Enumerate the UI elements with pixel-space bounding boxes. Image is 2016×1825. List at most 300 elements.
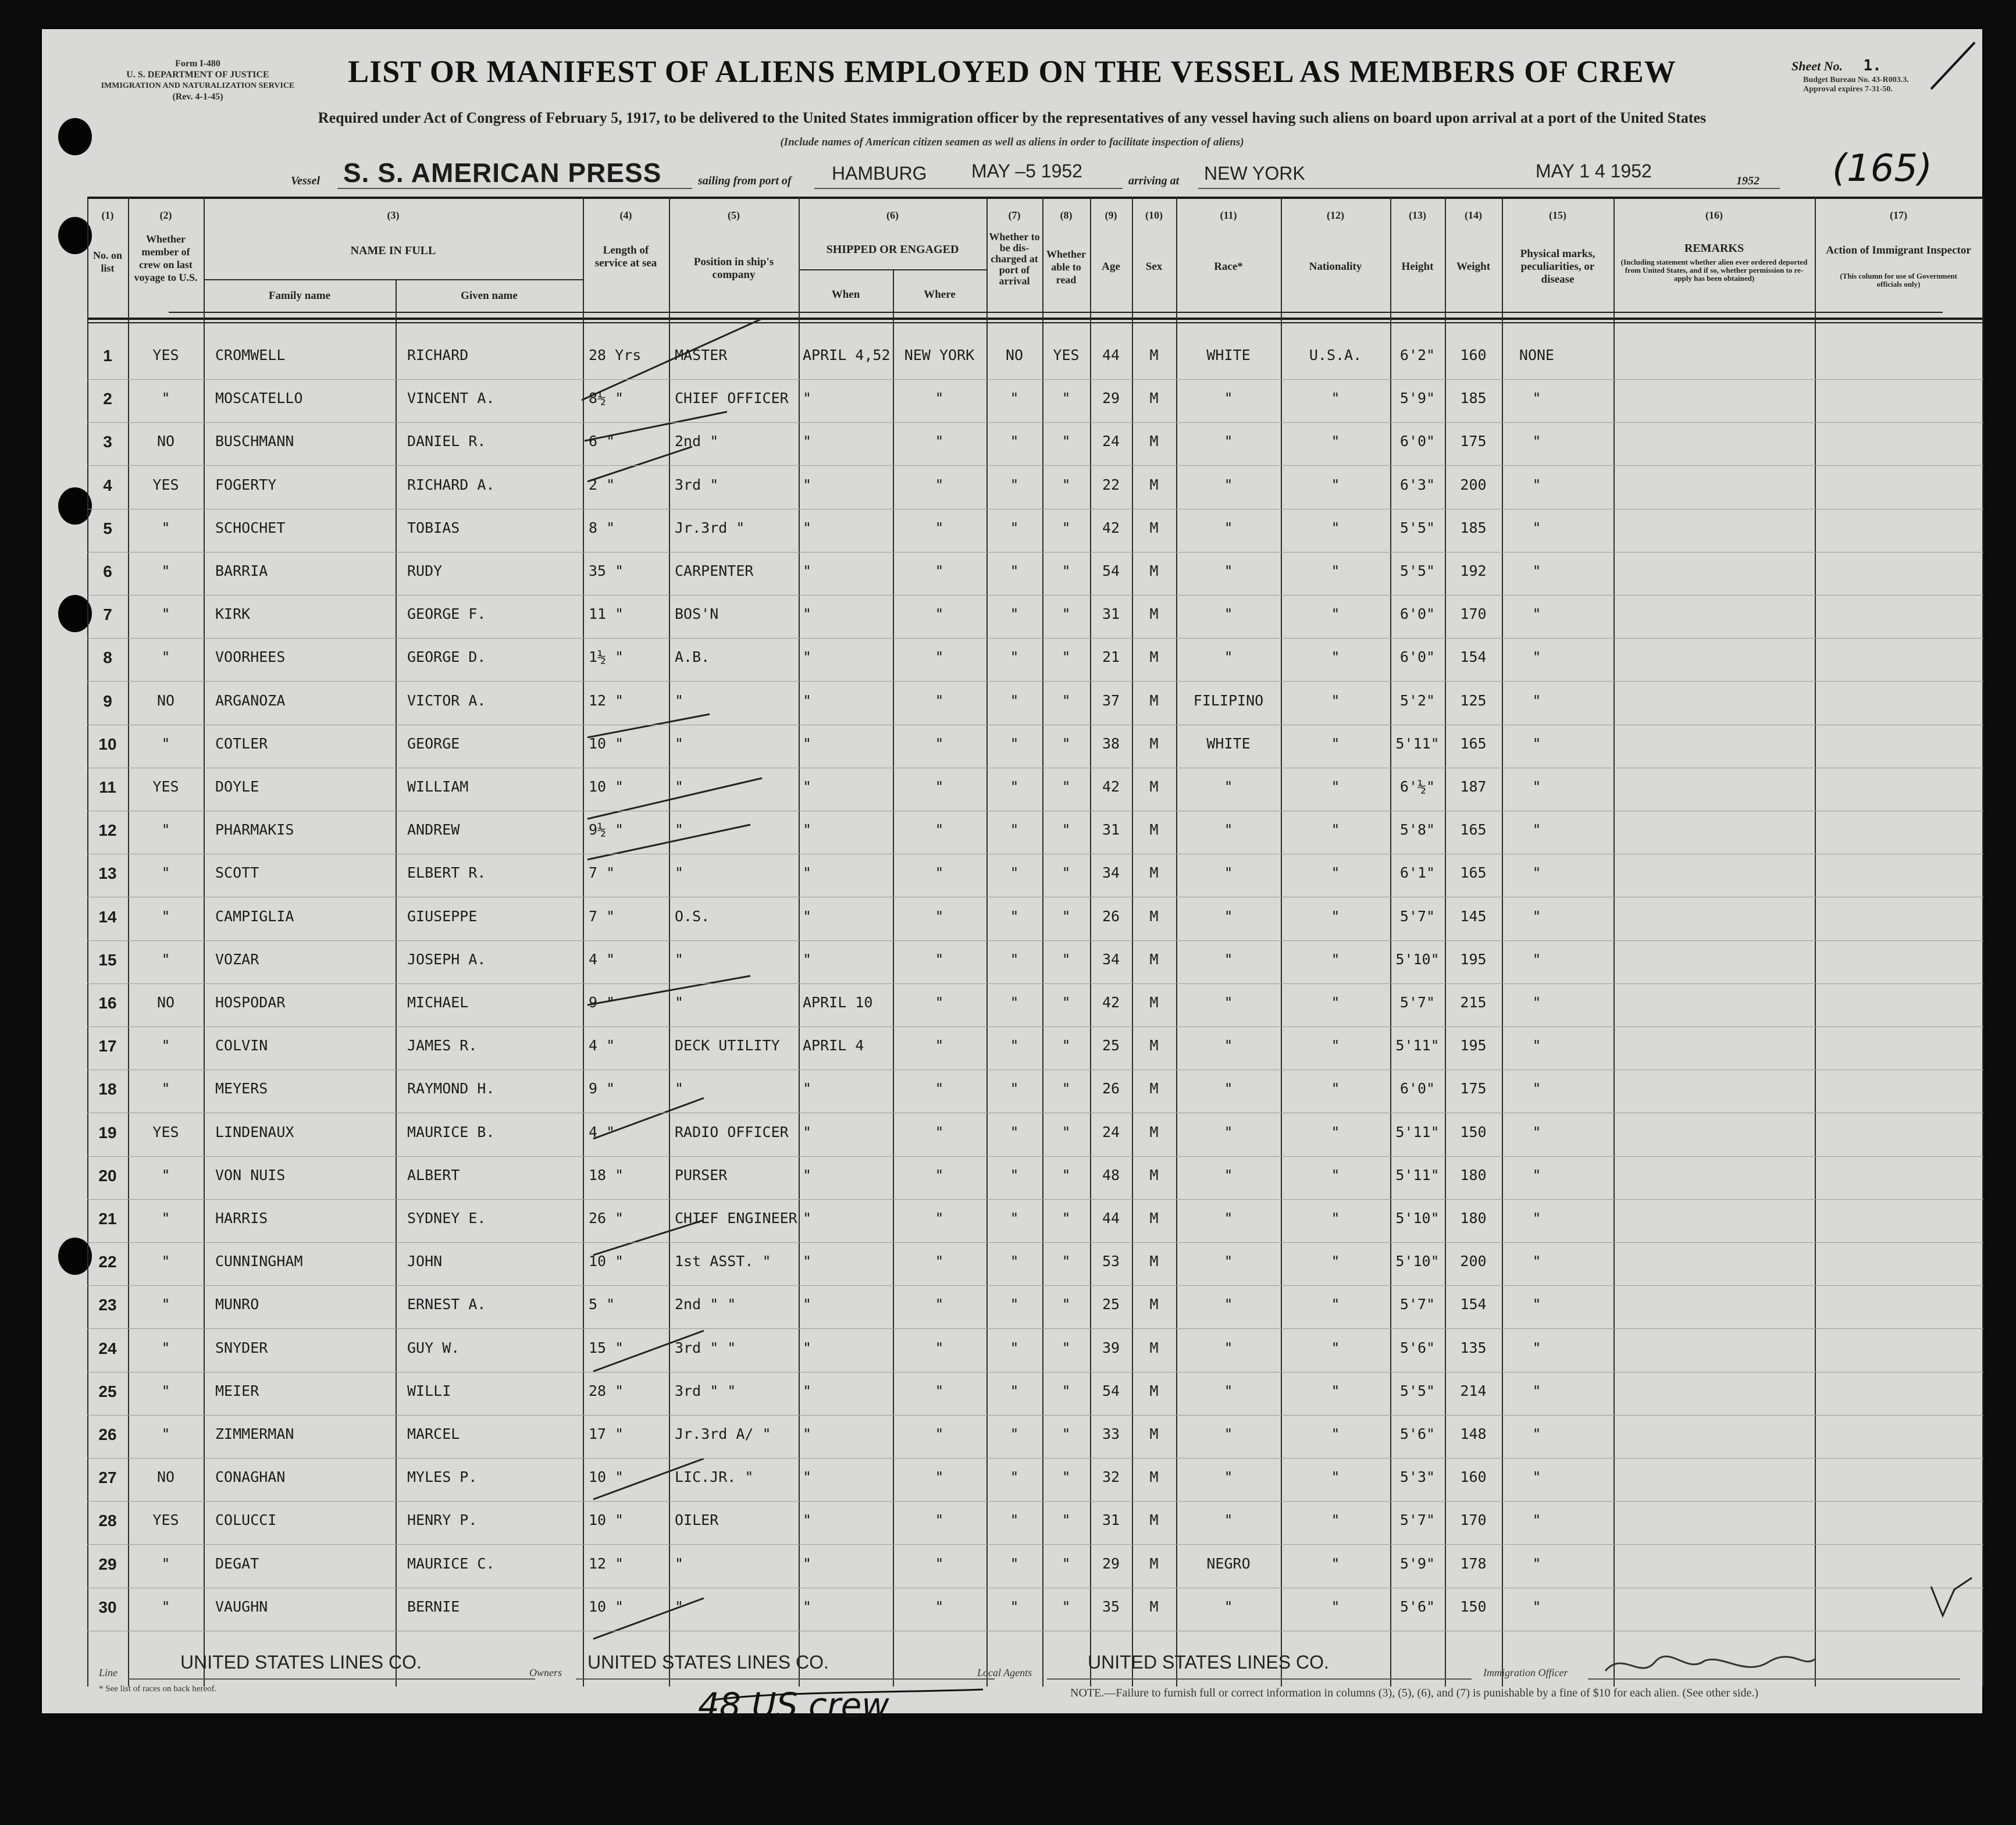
- cell-family-name: HOSPODAR: [215, 994, 286, 1011]
- cell-sex: M: [1149, 1123, 1159, 1140]
- cell-given-name: MICHAEL: [407, 994, 469, 1011]
- col-num-2: (2): [159, 209, 172, 221]
- cell-nationality: ": [1331, 1382, 1340, 1399]
- table-row: [87, 509, 1983, 553]
- cell-age: 42: [1102, 994, 1120, 1011]
- cell-shipped-when: ": [803, 691, 812, 709]
- table-row: [87, 336, 1983, 380]
- cell-family-name: CUNNINGHAM: [215, 1253, 303, 1270]
- cell-crew-last-voyage: YES: [152, 778, 179, 795]
- cell-shipped-when: ": [803, 1382, 812, 1399]
- table-row: [87, 1415, 1983, 1459]
- cell-physical-marks: ": [1532, 390, 1541, 407]
- cell-length-of-service: 10 ": [589, 1598, 624, 1615]
- cell-shipped-when: ": [803, 390, 812, 407]
- cell-length-of-service: 5 ": [589, 1296, 615, 1313]
- cell-age: 53: [1102, 1253, 1120, 1270]
- cell-family-name: PHARMAKIS: [215, 821, 294, 839]
- cell-given-name: MYLES P.: [407, 1468, 478, 1486]
- cell-nationality: ": [1331, 1468, 1340, 1486]
- table-row: [87, 725, 1983, 768]
- cell-position: 1st ASST. ": [675, 1253, 771, 1270]
- cell-length-of-service: 17 ": [589, 1425, 624, 1442]
- port-of-arrival: NEW YORK: [1204, 163, 1305, 184]
- cell-physical-marks: ": [1532, 1037, 1541, 1054]
- cell-race: ": [1224, 1382, 1233, 1399]
- cell-weight: 125: [1460, 691, 1487, 709]
- cell-shipped-where: ": [935, 1080, 944, 1097]
- cell-discharged: ": [1010, 1080, 1019, 1097]
- cell-shipped-when: APRIL 4,52: [803, 347, 891, 363]
- cell-race: ": [1224, 519, 1233, 536]
- cell-height: 6'0": [1399, 605, 1436, 623]
- cell-able-to-read: ": [1062, 605, 1071, 623]
- table-row: [87, 595, 1983, 639]
- cell-shipped-where: ": [935, 433, 944, 450]
- cell-length-of-service: 18 ": [589, 1166, 624, 1184]
- cell-sex: M: [1149, 735, 1159, 752]
- cell-length-of-service: 2 ": [589, 476, 615, 493]
- cell-crew-last-voyage: ": [161, 1166, 170, 1184]
- cell-family-name: CONAGHAN: [215, 1468, 286, 1486]
- cell-able-to-read: ": [1062, 821, 1071, 839]
- cell-row-number: 17: [98, 1037, 117, 1056]
- cell-family-name: ARGANOZA: [215, 691, 286, 709]
- cell-given-name: VICTOR A.: [407, 691, 486, 709]
- cell-discharged: ": [1010, 1210, 1019, 1227]
- cell-row-number: 7: [103, 605, 112, 624]
- cell-given-name: GEORGE D.: [407, 648, 486, 666]
- document-title: LIST OR MANIFEST OF ALIENS EMPLOYED ON THE VESSEL AS MEMBERS OF CREW: [348, 54, 1676, 89]
- cell-discharged: ": [1010, 691, 1019, 709]
- cell-position: ": [675, 691, 684, 709]
- cell-able-to-read: ": [1062, 1512, 1071, 1529]
- cell-physical-marks: ": [1532, 1598, 1541, 1615]
- cell-length-of-service: 35 ": [589, 562, 624, 579]
- cell-sex: M: [1149, 864, 1159, 882]
- header-length-service: Length of service at sea: [594, 244, 657, 269]
- cell-physical-marks: ": [1532, 1123, 1541, 1140]
- cell-shipped-where: ": [935, 821, 944, 839]
- approval-expiry: Approval expires 7-31-50.: [1803, 85, 1893, 94]
- cell-shipped-when: ": [803, 864, 812, 882]
- cell-crew-last-voyage: ": [161, 605, 170, 623]
- cell-position: A.B.: [675, 648, 710, 666]
- table-row: [87, 1242, 1983, 1286]
- header-action-inspector: Action of Immigrant Inspector: [1826, 244, 1971, 256]
- cell-crew-last-voyage: ": [161, 735, 170, 752]
- cell-given-name: RICHARD: [407, 347, 469, 363]
- cell-weight: 175: [1460, 1080, 1487, 1097]
- cell-shipped-where: ": [935, 1166, 944, 1184]
- cell-length-of-service: 12 ": [589, 1555, 624, 1572]
- cell-crew-last-voyage: NO: [156, 433, 175, 450]
- cell-nationality: ": [1331, 562, 1340, 579]
- cell-crew-last-voyage: YES: [152, 476, 179, 493]
- cell-position: ": [675, 735, 684, 752]
- crew-count-underline: [710, 1688, 989, 1706]
- vessel-label: Vessel: [291, 174, 320, 187]
- cell-weight: 150: [1460, 1598, 1487, 1615]
- cell-length-of-service: 10 ": [589, 1512, 624, 1529]
- cell-sex: M: [1149, 1253, 1159, 1270]
- cell-crew-last-voyage: ": [161, 1339, 170, 1356]
- cell-row-number: 6: [103, 562, 112, 580]
- cell-physical-marks: ": [1532, 1210, 1541, 1227]
- cell-physical-marks: ": [1532, 735, 1541, 752]
- cell-discharged: ": [1010, 1512, 1019, 1529]
- cell-nationality: ": [1331, 994, 1340, 1011]
- header-crew-last-voyage: Whether member of crew on last voyage to U.S.: [134, 233, 198, 283]
- cell-given-name: GEORGE: [407, 735, 460, 752]
- cell-sex: M: [1149, 1512, 1159, 1529]
- cell-discharged: ": [1010, 1382, 1019, 1399]
- cell-weight: 192: [1460, 562, 1487, 579]
- table-row: [87, 983, 1983, 1027]
- cell-given-name: JAMES R.: [407, 1037, 478, 1054]
- cell-row-number: 26: [98, 1425, 117, 1443]
- cell-length-of-service: 9½ ": [589, 821, 624, 839]
- cell-race: ": [1224, 907, 1233, 925]
- cell-position: RADIO OFFICER: [675, 1123, 789, 1140]
- cell-given-name: RUDY: [407, 562, 443, 579]
- cell-given-name: MAURICE B.: [407, 1123, 495, 1140]
- cell-sex: M: [1149, 1468, 1159, 1486]
- cell-length-of-service: 11 ": [589, 605, 624, 623]
- cell-position: ": [675, 994, 684, 1011]
- cell-physical-marks: ": [1532, 778, 1541, 795]
- cell-length-of-service: 28 ": [589, 1382, 624, 1399]
- cell-nationality: ": [1331, 1425, 1340, 1442]
- cell-able-to-read: ": [1062, 907, 1071, 925]
- cell-race: ": [1224, 1425, 1233, 1442]
- cell-nationality: ": [1331, 1210, 1340, 1227]
- local-agents-value: UNITED STATES LINES CO.: [1088, 1652, 1329, 1673]
- header-age: Age: [1102, 261, 1120, 273]
- cell-able-to-read: ": [1062, 562, 1071, 579]
- cell-able-to-read: YES: [1053, 347, 1080, 363]
- cell-race: ": [1224, 950, 1233, 968]
- cell-shipped-where: ": [935, 1512, 944, 1529]
- cell-height: 5'9": [1399, 1555, 1436, 1572]
- cell-able-to-read: ": [1062, 1296, 1071, 1313]
- cell-shipped-where: ": [935, 1339, 944, 1356]
- sheet-number-label: Sheet No.: [1791, 59, 1843, 73]
- cell-row-number: 21: [98, 1210, 117, 1228]
- cell-given-name: ALBERT: [407, 1166, 460, 1184]
- header-height: Height: [1401, 261, 1434, 273]
- col-num-3: (3): [387, 209, 400, 221]
- cell-race: ": [1224, 433, 1233, 450]
- cell-weight: 145: [1460, 907, 1487, 925]
- departure-date: MAY –5 1952: [971, 161, 1082, 181]
- col-num-6: (6): [886, 209, 899, 221]
- cell-age: 24: [1102, 1123, 1120, 1140]
- cell-age: 33: [1102, 1425, 1120, 1442]
- cell-physical-marks: ": [1532, 1512, 1541, 1529]
- header-able-to-read: Whether able to read: [1046, 248, 1086, 286]
- cell-length-of-service: 4 ": [589, 1037, 615, 1054]
- cell-physical-marks: NONE: [1519, 347, 1555, 363]
- document-instruction: (Include names of American citizen seamen as well as aliens in order to facilitate inspection of aliens): [780, 136, 1244, 148]
- cell-given-name: SYDNEY E.: [407, 1210, 486, 1227]
- col-num-8: (8): [1060, 209, 1073, 221]
- cell-position: LIC.JR. ": [675, 1468, 754, 1486]
- cell-weight: 170: [1460, 605, 1487, 623]
- cell-height: 5'8": [1399, 821, 1436, 839]
- table-row: [87, 1199, 1983, 1243]
- cell-able-to-read: ": [1062, 778, 1071, 795]
- cell-given-name: GEORGE F.: [407, 605, 486, 623]
- header-action-note: (This column for use of Government officials only): [1840, 272, 1957, 288]
- cell-nationality: ": [1331, 605, 1340, 623]
- cell-nationality: ": [1331, 1253, 1340, 1270]
- cell-family-name: COTLER: [215, 735, 268, 752]
- races-note: * See list of races on back hereof.: [99, 1684, 217, 1694]
- cell-height: 5'11": [1395, 1123, 1440, 1140]
- cell-nationality: ": [1331, 1296, 1340, 1313]
- cell-discharged: ": [1010, 821, 1019, 839]
- cell-physical-marks: ": [1532, 691, 1541, 709]
- cell-given-name: ELBERT R.: [407, 864, 486, 882]
- cell-crew-last-voyage: ": [161, 1080, 170, 1097]
- cell-height: 5'5": [1399, 519, 1436, 536]
- cell-length-of-service: 8½ ": [589, 390, 624, 407]
- cell-row-number: 25: [98, 1382, 117, 1400]
- handwritten-count-annotation: (165): [1832, 147, 1933, 190]
- cell-weight: 180: [1460, 1210, 1487, 1227]
- cell-nationality: U.S.A.: [1309, 347, 1362, 363]
- cell-physical-marks: ": [1532, 821, 1541, 839]
- cell-position: ": [675, 1598, 684, 1615]
- cell-family-name: VAUGHN: [215, 1598, 268, 1615]
- cell-able-to-read: ": [1062, 1253, 1071, 1270]
- cell-physical-marks: ": [1532, 648, 1541, 666]
- cell-shipped-where: ": [935, 691, 944, 709]
- cell-race: ": [1224, 1080, 1233, 1097]
- table-row: [87, 1329, 1983, 1373]
- cell-length-of-service: 26 ": [589, 1210, 624, 1227]
- document-subtitle: Required under Act of Congress of February 5, 1917, to be delivered to the United States immigration officer by the representatives of any vessel having such aliens on board upon arrival at a port of the United States: [318, 109, 1707, 126]
- cell-sex: M: [1149, 1296, 1159, 1313]
- cell-family-name: CROMWELL: [215, 347, 286, 363]
- cell-physical-marks: ": [1532, 950, 1541, 968]
- cell-discharged: ": [1010, 735, 1019, 752]
- cell-crew-last-voyage: ": [161, 950, 170, 968]
- cell-age: 26: [1102, 907, 1120, 925]
- cell-discharged: ": [1010, 476, 1019, 493]
- cell-row-number: 28: [98, 1512, 117, 1530]
- cell-physical-marks: ": [1532, 519, 1541, 536]
- cell-family-name: VON NUIS: [215, 1166, 286, 1184]
- cell-sex: M: [1149, 605, 1159, 623]
- header-discharged: Whether to be dis-charged at port of arrival: [989, 231, 1040, 287]
- cell-age: 34: [1102, 950, 1120, 968]
- cell-shipped-when: ": [803, 519, 812, 536]
- cell-able-to-read: ": [1062, 1123, 1071, 1140]
- cell-position: 3rd ": [675, 476, 719, 493]
- cell-height: 6'0": [1399, 433, 1436, 450]
- cell-weight: 175: [1460, 433, 1487, 450]
- cell-able-to-read: ": [1062, 1210, 1071, 1227]
- table-row: [87, 1285, 1983, 1329]
- cell-row-number: 4: [103, 476, 112, 494]
- cell-race: ": [1224, 390, 1233, 407]
- cell-sex: M: [1149, 648, 1159, 666]
- cell-physical-marks: ": [1532, 1425, 1541, 1442]
- cell-able-to-read: ": [1062, 648, 1071, 666]
- header-position: Position in ship's company: [693, 256, 774, 281]
- cell-sex: M: [1149, 778, 1159, 795]
- cell-shipped-where: ": [935, 1253, 944, 1270]
- cell-height: 5'7": [1399, 994, 1436, 1011]
- cell-crew-last-voyage: ": [161, 864, 170, 882]
- cell-able-to-read: ": [1062, 1555, 1071, 1572]
- cell-shipped-where: ": [935, 1468, 944, 1486]
- table-row: [87, 1372, 1983, 1416]
- cell-race: FILIPINO: [1193, 691, 1264, 709]
- cell-age: 31: [1102, 605, 1120, 623]
- cell-able-to-read: ": [1062, 1080, 1071, 1097]
- cell-able-to-read: ": [1062, 1598, 1071, 1615]
- cell-position: PURSER: [675, 1166, 728, 1184]
- cell-height: 6'½": [1399, 778, 1436, 795]
- cell-age: 42: [1102, 778, 1120, 795]
- table-row: [87, 768, 1983, 811]
- table-row: [87, 1588, 1983, 1631]
- header-weight: Weight: [1456, 261, 1491, 273]
- cell-family-name: VOZAR: [215, 950, 259, 968]
- cell-age: 44: [1102, 1210, 1120, 1227]
- cell-row-number: 11: [99, 778, 116, 796]
- cell-sex: M: [1149, 821, 1159, 839]
- cell-crew-last-voyage: NO: [156, 1468, 175, 1486]
- cell-row-number: 12: [98, 821, 117, 840]
- cell-family-name: BUSCHMANN: [215, 433, 294, 450]
- cell-family-name: DEGAT: [215, 1555, 259, 1572]
- cell-length-of-service: 4 ": [589, 1123, 615, 1140]
- cell-family-name: MUNRO: [215, 1296, 259, 1313]
- cell-height: 5'5": [1399, 1382, 1436, 1399]
- cell-shipped-when: ": [803, 1339, 812, 1356]
- cell-height: 5'6": [1399, 1425, 1436, 1442]
- cell-age: 32: [1102, 1468, 1120, 1486]
- cell-family-name: MEIER: [215, 1382, 259, 1399]
- header-remarks-note: (Including statement whether alien ever ordered deported from United States, and if so, whether permission to re-apply has been obtained): [1620, 258, 1808, 283]
- cell-height: 6'2": [1399, 347, 1436, 363]
- cell-discharged: ": [1010, 864, 1019, 882]
- cell-shipped-when: ": [803, 476, 812, 493]
- cell-family-name: CAMPIGLIA: [215, 907, 294, 925]
- line-value: UNITED STATES LINES CO.: [180, 1652, 422, 1673]
- table-row: [87, 811, 1983, 854]
- header-name-in-full: NAME IN FULL: [350, 244, 436, 257]
- cell-crew-last-voyage: YES: [152, 1123, 179, 1140]
- cell-sex: M: [1149, 1080, 1159, 1097]
- cell-sex: M: [1149, 1166, 1159, 1184]
- cell-weight: 154: [1460, 648, 1487, 666]
- cell-able-to-read: ": [1062, 1037, 1071, 1054]
- cell-sex: M: [1149, 1555, 1159, 1572]
- cell-crew-last-voyage: ": [161, 390, 170, 407]
- cell-given-name: GIUSEPPE: [407, 907, 478, 925]
- cell-given-name: JOHN: [407, 1253, 443, 1270]
- cell-given-name: HENRY P.: [407, 1512, 478, 1529]
- cell-family-name: FOGERTY: [215, 476, 277, 493]
- cell-weight: 150: [1460, 1123, 1487, 1140]
- cell-discharged: ": [1010, 1166, 1019, 1184]
- table-row: [87, 1458, 1983, 1502]
- cell-row-number: 27: [98, 1468, 117, 1487]
- cell-able-to-read: ": [1062, 433, 1071, 450]
- cell-shipped-when: APRIL 10: [803, 994, 873, 1011]
- cell-discharged: NO: [1005, 347, 1024, 363]
- cell-family-name: VOORHEES: [215, 648, 286, 666]
- cell-discharged: ": [1010, 1339, 1019, 1356]
- cell-shipped-when: ": [803, 1210, 812, 1227]
- cell-able-to-read: ": [1062, 691, 1071, 709]
- cell-discharged: ": [1010, 1425, 1019, 1442]
- cell-shipped-when: ": [803, 778, 812, 795]
- cell-crew-last-voyage: ": [161, 648, 170, 666]
- form-department: U. S. DEPARTMENT OF JUSTICE: [126, 70, 269, 80]
- cell-shipped-when: ": [803, 950, 812, 968]
- cell-length-of-service: 15 ": [589, 1339, 624, 1356]
- cell-row-number: 23: [98, 1296, 117, 1314]
- cell-shipped-where: ": [935, 950, 944, 968]
- cell-crew-last-voyage: NO: [156, 994, 175, 1011]
- cell-height: 5'10": [1395, 1210, 1440, 1227]
- cell-race: ": [1224, 1598, 1233, 1615]
- cell-nationality: ": [1331, 1080, 1340, 1097]
- cell-sex: M: [1149, 950, 1159, 968]
- cell-row-number: 3: [103, 433, 112, 451]
- cell-position: 2nd " ": [675, 1296, 736, 1313]
- cell-nationality: ": [1331, 1598, 1340, 1615]
- cell-family-name: COLVIN: [215, 1037, 268, 1054]
- header-when: When: [831, 288, 860, 301]
- cell-age: 54: [1102, 1382, 1120, 1399]
- cell-row-number: 8: [103, 648, 112, 667]
- owners-value: UNITED STATES LINES CO.: [587, 1652, 829, 1673]
- cell-length-of-service: 6 ": [589, 433, 615, 450]
- cell-given-name: RAYMOND H.: [407, 1080, 495, 1097]
- cell-race: ": [1224, 1166, 1233, 1184]
- cell-sex: M: [1149, 1425, 1159, 1442]
- sheet-number: [1791, 57, 1882, 74]
- cell-race: ": [1224, 605, 1233, 623]
- cell-weight: 154: [1460, 1296, 1487, 1313]
- cell-length-of-service: 4 ": [589, 950, 615, 968]
- cell-row-number: 15: [98, 950, 117, 969]
- cell-race: ": [1224, 1123, 1233, 1140]
- cell-weight: 180: [1460, 1166, 1487, 1184]
- cell-shipped-where: ": [935, 1296, 944, 1313]
- cell-shipped-where: NEW YORK: [904, 347, 975, 363]
- cell-length-of-service: 1½ ": [589, 648, 624, 666]
- cell-family-name: ZIMMERMAN: [215, 1425, 294, 1442]
- cell-physical-marks: ": [1532, 562, 1541, 579]
- cell-length-of-service: 8 ": [589, 519, 615, 536]
- cell-given-name: WILLIAM: [407, 778, 469, 795]
- cell-given-name: MAURICE C.: [407, 1555, 495, 1572]
- cell-sex: M: [1149, 1598, 1159, 1615]
- table-row: [87, 940, 1983, 984]
- cell-nationality: ": [1331, 821, 1340, 839]
- cell-nationality: ": [1331, 864, 1340, 882]
- cell-shipped-when: ": [803, 648, 812, 666]
- table-row: [87, 1026, 1983, 1070]
